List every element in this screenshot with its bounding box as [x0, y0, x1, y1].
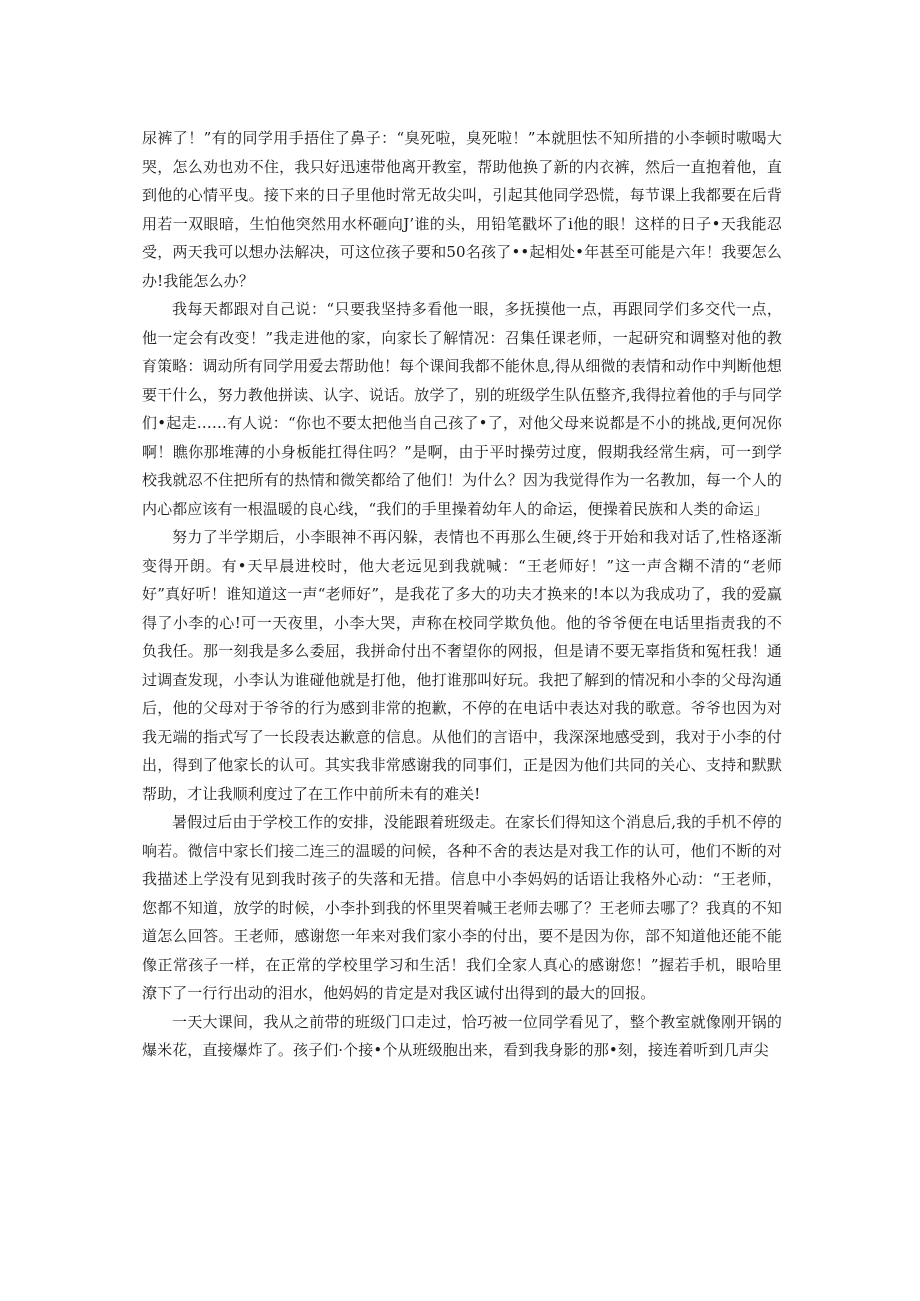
paragraph-2: 我每天都跟对自己说：“只要我坚持多看他一眼，多抚摸他一点，再跟同学们多交代一点，他一定会有改变！”我走进他的家，向家长了解情况：召集任课老师，一起研究和调整对他的教育策略：调动所有同学用爱去帮助他！每个课间我都不能休息,得从细微的表情和动作中判断他想要干什么，努力教他拼读、认字、说话。放学了，别的班级学生队伍整齐,我得拉着他的手与同学们•起走……有人说：“你也不要太把他当自己孩了•了，对他父母来说都是不小的挑战,更何况你啊！瞧你那堆薄的小身板能扛得住吗？”是啊，由于平时操劳过度，假期我经常生病，可一到学校我就忍不住把所有的热情和微笑都给了他们！为什么？因为我觉得作为一名教加，每一个人的内心都应该有一根温暖的良心线，“我们的手里操着幼年人的命运，便操着民族和人类的命运」 — [142, 300, 782, 518]
paragraph-5: 一天大课间，我从之前带的班级门口走过，恰巧被一位同学看见了，整个教室就像刚开锅的爆米花，直接爆炸了。孩子们·个接•个从班级胞出来，看到我身影的那•刻，接连着听到几声尖 — [142, 1012, 782, 1059]
paragraph-1: 尿裤了！”有的同学用手捂住了鼻子：“臭死啦，臭死啦！”本就胆怯不知所措的小李顿时嗷喝大哭，怎么劝也劝不住，我只好迅速带他离开教室，帮助他换了新的内衣裤，然后一直抱着他，直到他的心情平曳。接下来的日子里他时常无故尖叫，引起其他同学恐慌，每节课上我都要在后背用若一双眼暗，生怕他突然用水杯砸向J’谁的头，用铅笔戳坏了i他的眼！这样的日子•天我能忍受，两天我可以想办法解决，可这位孩子要和50名孩了••起相处•年甚至可能是六年！我要怎么办!我能怎么办？ — [142, 129, 782, 290]
paragraph-4: 暑假过后由于学校工作的安排，没能跟着班级走。在家长们得知这个消息后,我的手机不停的响若。微信中家长们接二连三的温暖的问候，各种不舍的表达是对我工作的认可，他们不断的对我描述上学没有见到我时孩子的失落和无措。信息中小李妈妈的话语让我格外心动：“王老师，您都不知道，放学的时候，小李扑到我的怀里哭着喊王老师去哪了？王老师去哪了？我真的不知道怎么回答。王老师，感谢您一年来对我们家小李的付出，要不是因为你，部不知道他还能不能像正常孩子一样，在正常的学校里学习和生活！我们全家人真心的感谢您！”握若手机，眼哈里潦下了一行行出动的泪水，他妈妈的肯定是对我区诚付出得到的最大的回报。 — [142, 813, 782, 1002]
paragraph-3: 努力了半学期后，小李眼神不再闪躲，表情也不再那么生硬,终于开始和我对话了,性格逐渐变得开朗。有•天早晨进校时，他大老远见到我就喊：“王老师好！”这一声含糊不清的“老师好”真好听！谁知道这一声“老师好”，是我花了多大的功夫才换来的!本以为我成功了，我的爱赢得了小李的心!可一天夜里，小李大哭，声称在校同学欺负他。他的爷爷便在电话里指责我的不负我任。那一刻我是多么委屈，我拼命付出不奢望你的网报，但是请不要无辜指货和冤枉我！通过调查发现，小李认为谁碰他就是打他，他打谁那叫好玩。我把了解到的情况和小李的父母沟通后，他的父母对于爷爷的行为感到非常的抱歉，不停的在电话中表达对我的歌意。爷爷也因为对我无端的指式写了一长段表达歉意的信息。从他们的言语中，我深深地感受到，我对于小李的付出，得到了他家长的认可。其实我非常感谢我的同事们，正是因为他们共同的关心、支持和默默帮助，才让我顺利度过了在工作中前所未有的难关! — [142, 528, 782, 803]
document-body — [142, 124, 782, 1065]
